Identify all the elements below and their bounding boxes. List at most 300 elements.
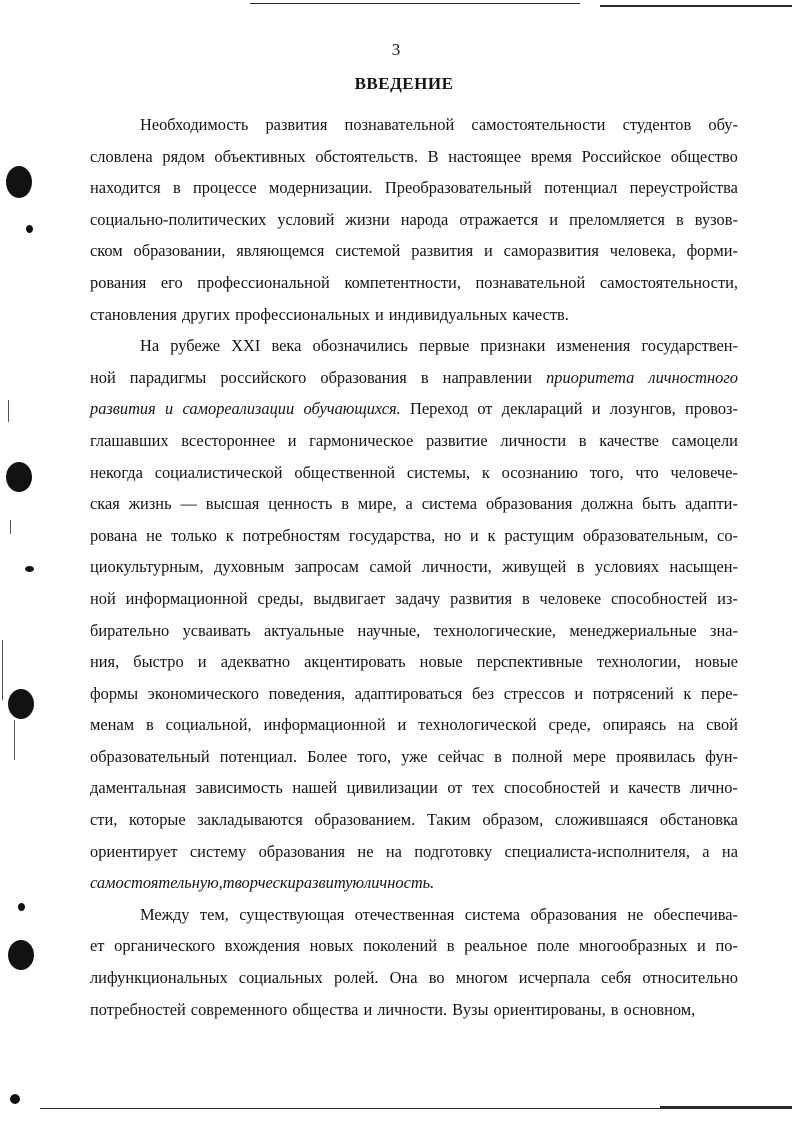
text-line [90, 299, 738, 331]
word: ной [90, 367, 116, 387]
word: высшая [205, 494, 260, 514]
word: поколений [363, 936, 438, 956]
word: тех [472, 778, 495, 798]
scan-bottom-rule [660, 1106, 792, 1109]
word: потенциал [544, 178, 618, 198]
word: исчерпала [518, 968, 590, 988]
text-line [90, 551, 738, 583]
word: систему [189, 841, 247, 861]
word: Переход [410, 399, 469, 419]
scan-edge-mark [14, 720, 15, 760]
word: объективных [214, 146, 306, 166]
word: без [472, 683, 495, 703]
word: самоцели [671, 430, 738, 450]
scan-edge-mark [8, 400, 9, 422]
word: отечественная [354, 904, 455, 924]
word: адапти- [685, 494, 738, 514]
word: поведения, [268, 683, 346, 703]
italic-word: обучающихся. [303, 399, 401, 419]
word: образования [258, 841, 346, 861]
italic-word: развития [90, 399, 156, 419]
word: уже [401, 746, 428, 766]
scan-top-rule [600, 5, 792, 7]
word: органического [114, 936, 216, 956]
text-line [90, 457, 738, 489]
word: познавательной [344, 115, 455, 134]
word: менам [90, 715, 135, 735]
word: ния, [90, 652, 120, 672]
word: не [357, 841, 374, 861]
word: рядом [162, 146, 205, 166]
word: научные, [357, 620, 421, 640]
word: быть [642, 494, 677, 514]
binder-hole [8, 689, 34, 719]
scan-top-rule [250, 3, 580, 4]
word: образования [530, 904, 617, 924]
word: в [420, 367, 429, 387]
word: от [447, 778, 463, 798]
word: образовательный [90, 746, 210, 766]
word: и [363, 999, 373, 1019]
text-line [90, 393, 738, 425]
text-line [90, 962, 738, 994]
word: личности [500, 430, 567, 450]
word: и [287, 430, 297, 450]
word: человека, [609, 241, 676, 261]
word: среде, [548, 715, 591, 735]
word: того, [357, 746, 392, 766]
word: условиях [594, 557, 660, 577]
word: условий [277, 209, 335, 229]
word: технологической [418, 715, 537, 735]
word: ролей. [334, 968, 379, 988]
word: ной [90, 588, 116, 608]
word: самостоятельности, [599, 272, 738, 292]
text-line [90, 583, 738, 615]
word: усваивать [182, 620, 251, 640]
word: в [610, 999, 619, 1019]
word: и [591, 399, 601, 419]
scan-speck [18, 903, 25, 911]
text-line [90, 267, 738, 299]
word: основном, [623, 999, 696, 1019]
word: в [576, 557, 585, 577]
word: среды, [257, 588, 304, 608]
word: потребностям [242, 525, 341, 545]
word: Необходимость [140, 115, 249, 134]
text-line [90, 994, 738, 1026]
word: самой [369, 557, 412, 577]
word: переустройства [629, 178, 738, 198]
word: преломляется [569, 209, 665, 229]
word: проявилась [616, 746, 696, 766]
word: провоз- [685, 399, 738, 419]
word: образом, [482, 810, 544, 830]
word: российского [220, 367, 307, 387]
scan-speck [25, 566, 34, 572]
word: Она [389, 968, 418, 988]
word: опираясь [602, 715, 667, 735]
word: способностей [504, 778, 601, 798]
word: во [428, 968, 445, 988]
italic-word: самостоятельную, [90, 873, 223, 893]
word: социалистической [154, 462, 283, 482]
word: настоящее [448, 146, 522, 166]
word: информационной [125, 588, 248, 608]
word: личности, [421, 557, 492, 577]
word: обу- [708, 115, 738, 134]
word: к [487, 525, 496, 545]
word: лифункциональных [90, 968, 228, 988]
word: реальное [464, 936, 528, 956]
text-line [90, 109, 738, 141]
word: развитие [425, 430, 488, 450]
word: со- [717, 525, 738, 545]
text-line [90, 772, 738, 804]
word: что [635, 462, 659, 482]
word: социально-политических [90, 209, 267, 229]
word: человеке [539, 588, 602, 608]
paragraph [90, 330, 738, 899]
word: гармоническое [309, 430, 414, 450]
word: подготовку [414, 841, 493, 861]
word: самостоятельности [471, 115, 606, 134]
word: существующая [239, 904, 345, 924]
word: даментальная [90, 778, 187, 798]
word: образования [320, 367, 407, 387]
word: живущей [502, 557, 567, 577]
scan-speck [10, 1094, 20, 1104]
text-line [90, 425, 738, 457]
word: образованием. [314, 810, 416, 830]
page-heading: ВВЕДЕНИЕ [354, 74, 454, 93]
word: зна- [710, 620, 738, 640]
page-number: 3 [391, 40, 401, 59]
word: и [374, 304, 384, 324]
text-line [90, 930, 738, 962]
word: в [675, 209, 684, 229]
word: социальной, [165, 715, 252, 735]
text-line [90, 867, 738, 899]
word: формы [90, 683, 139, 703]
word: того, [589, 462, 624, 482]
word: тем, [199, 904, 229, 924]
word: из- [717, 588, 738, 608]
word: качеств. [512, 304, 569, 324]
word: Таким [426, 810, 471, 830]
word: бирательно [90, 620, 170, 640]
scan-speck [26, 225, 33, 233]
paragraph [90, 899, 738, 1025]
word: на [678, 715, 695, 735]
word: и [549, 209, 559, 229]
word: общество [670, 146, 738, 166]
word: время [530, 146, 572, 166]
word: ет [90, 936, 105, 956]
word: являющемся [236, 241, 325, 261]
word: которые [128, 810, 186, 830]
word: и [609, 778, 619, 798]
word: сложившаяся [554, 810, 649, 830]
word: не [627, 904, 644, 924]
word: фун- [705, 746, 738, 766]
italic-word: приоритета [546, 367, 635, 387]
word: в [446, 936, 455, 956]
word: ориентированы, [493, 999, 606, 1019]
word: познавательной [475, 272, 586, 292]
word: профессиональных [235, 304, 370, 324]
word: а [405, 494, 413, 514]
text-line [90, 362, 738, 394]
text-line [90, 204, 738, 236]
word: всестороннее [181, 430, 275, 450]
word: вузов- [694, 209, 738, 229]
word: обозначились [312, 336, 408, 356]
word: профессиональной [197, 272, 330, 292]
word: системой [335, 241, 401, 261]
word: в [578, 430, 587, 450]
word: адекватно [220, 652, 291, 672]
word: к [225, 525, 234, 545]
word: народа [400, 209, 449, 229]
text-line [90, 615, 738, 647]
word: лозунгов, [609, 399, 676, 419]
text-line [90, 646, 738, 678]
word: цивилизации [346, 778, 438, 798]
word: на [385, 841, 402, 861]
word: на [721, 841, 738, 861]
word: деклараций [501, 399, 583, 419]
word: и [574, 683, 584, 703]
word: и [696, 936, 706, 956]
word: становления [90, 304, 177, 324]
word: жизни [345, 209, 390, 229]
word: должна [581, 494, 634, 514]
word: некогда [90, 462, 143, 482]
text-line [90, 141, 738, 173]
text-line [90, 709, 738, 741]
word: в [146, 715, 154, 735]
italic-word: личность. [364, 873, 435, 893]
italic-word: личностного [648, 367, 738, 387]
word: — [180, 494, 197, 514]
word: информационной [263, 715, 386, 735]
word: в [172, 178, 181, 198]
body-text [90, 109, 738, 1025]
italic-word: развитую [295, 873, 365, 893]
word: сейчас [437, 746, 485, 766]
word: форми- [686, 241, 738, 261]
word: развития [450, 588, 513, 608]
word: компетентности, [344, 272, 461, 292]
word: по- [715, 936, 738, 956]
word: относительно [642, 968, 738, 988]
word: пере- [700, 683, 738, 703]
word: растущим [504, 525, 575, 545]
word: потрясений [592, 683, 674, 703]
word: XXI [231, 336, 261, 356]
word: саморазвития [503, 241, 599, 261]
word: индивидуальных [388, 304, 508, 324]
word: новых [309, 936, 354, 956]
word: студентов [622, 115, 692, 134]
word: многом [455, 968, 508, 988]
scan-bottom-rule [40, 1108, 660, 1109]
word: модернизации. [268, 178, 373, 198]
word: общества [292, 999, 359, 1019]
word: сти, [90, 810, 118, 830]
binder-hole [6, 166, 32, 198]
word: быстро [133, 652, 184, 672]
word: его [160, 272, 183, 292]
word: к [481, 462, 490, 482]
word: выдвигает [313, 588, 386, 608]
word: специалиста-исполнителя, [504, 841, 690, 861]
word: себя [600, 968, 632, 988]
word: потребностей [90, 999, 186, 1019]
word: рования [90, 272, 147, 292]
word: свой [706, 715, 738, 735]
word: новые [419, 652, 463, 672]
word: В [427, 146, 439, 166]
word: Вузы [452, 999, 489, 1019]
word: словлена [90, 146, 153, 166]
word: Более [307, 746, 348, 766]
word: запросам [294, 557, 359, 577]
word: На [140, 336, 160, 356]
word: насыщен- [669, 557, 738, 577]
word: общественной [294, 462, 396, 482]
italic-word: самореализации [182, 399, 295, 419]
word: новые [694, 652, 738, 672]
word: лично- [690, 778, 738, 798]
word: и [469, 525, 479, 545]
word: признаки [480, 336, 546, 356]
word: первые [418, 336, 470, 356]
italic-word: и [165, 399, 174, 419]
word: система [421, 494, 478, 514]
word: отражается [459, 209, 539, 229]
text-line [90, 488, 738, 520]
word: мере [572, 746, 606, 766]
word: глашавших [90, 430, 169, 450]
word: вхождения [224, 936, 300, 956]
word: задачу [395, 588, 441, 608]
text-line [90, 804, 738, 836]
word: а [702, 841, 710, 861]
binder-hole [6, 462, 32, 492]
word: только [171, 525, 217, 545]
word: мире, [357, 494, 397, 514]
word: человече- [670, 462, 738, 482]
word: ориентирует [90, 841, 178, 861]
word: и [397, 715, 407, 735]
word: система [464, 904, 521, 924]
word: системы, [406, 462, 471, 482]
word: в [494, 746, 502, 766]
word: акцентировать [304, 652, 406, 672]
word: не [146, 525, 163, 545]
text-line [90, 678, 738, 710]
word: личности. [377, 999, 448, 1019]
word: и [484, 241, 493, 261]
word: жизнь [128, 494, 172, 514]
word: Преобразовательный [384, 178, 532, 198]
word: духовным [214, 557, 285, 577]
word: потенциал. [219, 746, 297, 766]
word: качестве [599, 430, 659, 450]
word: обстановка [659, 810, 738, 830]
paragraph [90, 109, 738, 330]
word: парадигмы [129, 367, 207, 387]
scan-edge-mark [2, 640, 3, 700]
word: актуальные [264, 620, 345, 640]
word: Российское [581, 146, 662, 166]
text-line [90, 836, 738, 868]
word: в [521, 588, 530, 608]
word: в [341, 494, 349, 514]
word: рубеже [170, 336, 221, 356]
text-line [90, 330, 738, 362]
word: века [271, 336, 302, 356]
word: других [181, 304, 231, 324]
word: государствен- [641, 336, 738, 356]
word: современного [190, 999, 288, 1019]
word: развития [411, 241, 474, 261]
word: адаптироваться [354, 683, 463, 703]
word: осознанию [501, 462, 579, 482]
word: ском [90, 241, 123, 261]
word: направлении [442, 367, 533, 387]
word: образовательным, [582, 525, 709, 545]
italic-word: творчески [222, 873, 296, 893]
word: рована [90, 525, 138, 545]
word: обстоятельств. [315, 146, 418, 166]
word: социальных [238, 968, 323, 988]
word: технологические, [433, 620, 556, 640]
word: циокультурным, [90, 557, 204, 577]
word: от [477, 399, 493, 419]
binder-hole [8, 940, 34, 970]
word: и [197, 652, 207, 672]
scan-edge-mark [10, 520, 11, 534]
word: обеспечива- [653, 904, 738, 924]
word: изменения [556, 336, 631, 356]
word: технологии, [596, 652, 681, 672]
word: перспективные [476, 652, 583, 672]
word: Между [140, 904, 190, 924]
text-line [90, 520, 738, 552]
word: многообразных [578, 936, 688, 956]
text-line [90, 172, 738, 204]
word: ценность [268, 494, 333, 514]
word: нашей [292, 778, 338, 798]
word: экономического [147, 683, 259, 703]
text-line [90, 899, 738, 931]
word: государства, [348, 525, 436, 545]
word: поле [537, 936, 570, 956]
word: зависимость [195, 778, 283, 798]
word: закладываются [197, 810, 303, 830]
word: но [444, 525, 462, 545]
word: процессе [193, 178, 257, 198]
word: образовании, [133, 241, 226, 261]
text-line [90, 741, 738, 773]
word: находится [90, 178, 161, 198]
word: способностей [611, 588, 708, 608]
word: стрессов [503, 683, 565, 703]
word: ская [90, 494, 120, 514]
